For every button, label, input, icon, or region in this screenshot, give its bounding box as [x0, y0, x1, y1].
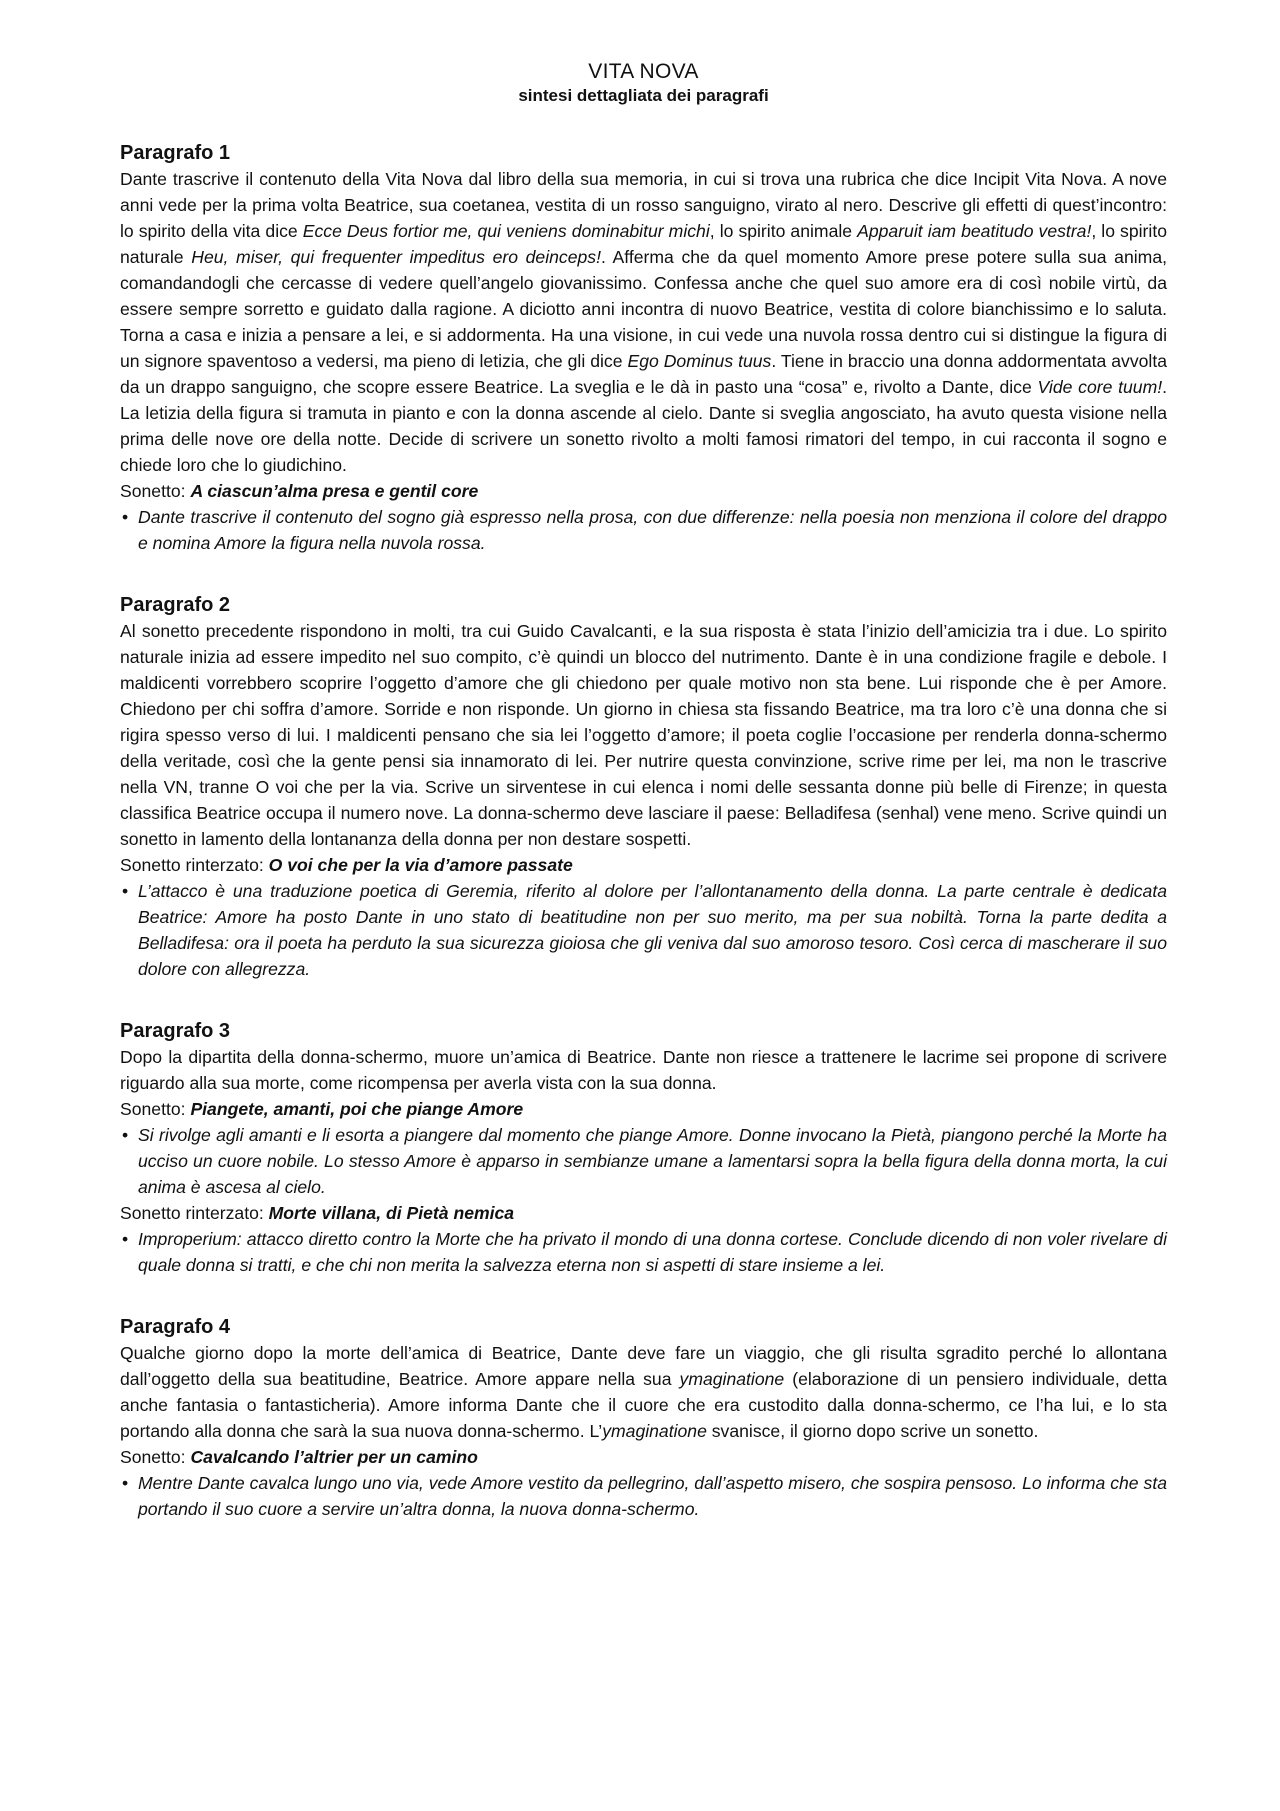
prose-text: (elaborazione di un pensiero individuale, detta anche fantasia o fantasticheria). Amore informa Dante che il cuore che era custodito dalla donna-schermo, ce l’ha lui, e lo sta portando alla donna che sarà la sua nuova donna-schermo. L’ [120, 1369, 1167, 1441]
latin-quote: Vide core tuum! [1037, 377, 1163, 397]
sonnet-summary [120, 1122, 1167, 1200]
section-paragrafo-1 [120, 142, 1167, 556]
bullet-icon: • [122, 1229, 129, 1249]
latin-quote: Ego Dominus tuus [627, 351, 772, 371]
section-prose [120, 1044, 1167, 1096]
sonnet-summary [120, 1470, 1167, 1522]
latin-quote: Heu, miser, qui frequenter impeditus ero deinceps! [191, 247, 601, 267]
section-paragrafo-2 [120, 594, 1167, 982]
section-prose [120, 166, 1167, 478]
bullet-icon: • [122, 881, 129, 901]
sonnet-line [120, 1200, 1167, 1226]
prose-text: Dante trascrive il contenuto della Vita Nova dal libro della sua memoria, in cui si trova una rubrica che dice Incipit Vita Nova. A nove anni vede per la prima volta Beatrice, sua coetanea, vestita di un rosso sanguigno, virato al nero. Descrive gli effetti di quest’incontro: lo spirito della vita dice [120, 169, 1167, 241]
sonnet-title: Piangete, amanti, poi che piange Amore [190, 1099, 524, 1119]
bullet-icon: • [122, 1473, 129, 1493]
sonnet-title: O voi che per la via d’amore passate [268, 855, 573, 875]
section-paragrafo-3 [120, 1020, 1167, 1278]
sonnet-summary [120, 504, 1167, 556]
latin-quote: Ecce Deus fortior me, qui veniens dominabitur michi [302, 221, 710, 241]
sonnet-line [120, 1096, 1167, 1122]
section-paragrafo-4 [120, 1316, 1167, 1522]
prose-text: Al sonetto precedente rispondono in molti, tra cui Guido Cavalcanti, e la sua risposta è stata l’inizio dell’amicizia tra i due. Lo spirito naturale inizia ad essere impedito nel suo compito, c’è quindi un blocco del nutrimento. Dante è in una condizione fragile e debole. I maldicenti vorrebbero scoprire l’oggetto d’amore che gli chiedono per quale motivo non sta bene. Lui risponde che è per Amore. Chiedono per chi soffra d’amore. Sorride e non risponde. Un giorno in chiesa sta fissando Beatrice, ma tra loro c’è una donna che si rigira spesso verso di lui. I maldicenti pensano che sia lei l’oggetto d’amore; il poeta coglie l’occasione per renderla donna-schermo della veritade, così che la gente pensi sia innamorato di lei. Per nutrire questa convinzione, scrive rime per lei, ma non le trascrive nella VN, tranne O voi che per la via. Scrive un sirventese in cui elenca i nomi delle sessanta donne più belle di Firenze; in questa classifica Beatrice occupa il numero nove. La donna-schermo deve lasciare il paese: Belladifesa (senhal) vene meno. Scrive quindi un sonetto in lamento della lontananza della donna per non destare sospetti. [120, 621, 1167, 849]
sonnet-label: Sonetto: [120, 1447, 191, 1467]
section-heading: Paragrafo 3 [120, 1020, 231, 1042]
sonnet-title: A ciascun’alma presa e gentil core [190, 481, 479, 501]
sonnet-title: Morte villana, di Pietà nemica [268, 1203, 515, 1223]
prose-text: , lo spirito naturale [120, 221, 1167, 267]
prose-text: Dopo la dipartita della donna-schermo, muore un’amica di Beatrice. Dante non riesce a trattenere le lacrime sei propone di scrivere riguardo alla sua morte, come ricompensa per averla vista con la sua donna. [120, 1047, 1167, 1093]
section-heading: Paragrafo 2 [120, 594, 231, 616]
sonnet-label: Sonetto: [120, 1099, 191, 1119]
sonnet-line [120, 852, 1167, 878]
sonnet-summary-text: L’attacco è una traduzione poetica di Geremia, riferito al dolore per l’allontanamento della donna. La parte centrale è dedicata Beatrice: Amore ha posto Dante in uno stato di beatitudine non per suo merito, ma per sua nobiltà. Torna la parte dedita a Belladifesa: ora il poeta ha perduto la sua sicurezza gioiosa che gli veniva dal suo amoroso tesoro. Così cerca di mascherare il suo dolore con allegrezza. [138, 881, 1167, 979]
sonnet-label: Sonetto rinterzato: [120, 855, 269, 875]
prose-text: , lo spirito animale [709, 221, 858, 241]
document-subtitle: sintesi dettagliata dei paragrafi [518, 86, 769, 105]
sonnet-summary-text: Improperium: attacco diretto contro la Morte che ha privato il mondo di una donna cortese. Conclude dicendo di non voler rivelare di quale donna si tratti, e che chi non merita la salvezza eterna non si aspetti di stare insieme a lei. [138, 1229, 1167, 1275]
section-prose [120, 1340, 1167, 1444]
latin-quote: Apparuit iam beatitudo vestra! [857, 221, 1092, 241]
prose-text: svanisce, il giorno dopo scrive un sonetto. [706, 1421, 1039, 1441]
section-prose [120, 618, 1167, 852]
prose-text: . La letizia della figura si tramuta in pianto e con la donna ascende al cielo. Dante si sveglia angosciato, ha avuto questa visione nella prima delle nove ore della notte. Decide di scrivere un sonetto rivolto a molti famosi rimatori del tempo, in cui racconta il sogno e chiede loro che lo giudichino. [120, 377, 1168, 475]
sonnet-summary [120, 878, 1167, 982]
section-heading: Paragrafo 4 [120, 1316, 231, 1338]
sonnet-summary-text: Dante trascrive il contenuto del sogno già espresso nella prosa, con due differenze: nella poesia non menziona il colore del drappo e nomina Amore la figura nella nuvola rossa. [138, 507, 1167, 553]
prose-text: . Tiene in braccio una donna addormentata avvolta da un drappo sanguigno, che scopre essere Beatrice. La sveglia e le dà in pasto una “cosa” e, rivolto a Dante, dice [120, 351, 1167, 397]
sonnet-summary-text: Si rivolge agli amanti e li esorta a piangere dal momento che piange Amore. Donne invocano la Pietà, piangono perché la Morte ha ucciso un cuore nobile. Lo stesso Amore è apparso in sembianze umane a lamentarsi sopra la bella figura della donna morta, la cui anima è ascesa al cielo. [138, 1125, 1167, 1197]
prose-text: . Afferma che da quel momento Amore prese potere sulla sua anima, comandandogli che cercasse di vedere quell’angelo giovanissimo. Confessa anche che quel suo amore era di così nobile virtù, da essere sempre sorretto e guidato dalla ragione. A diciotto anni incontra di nuovo Beatrice, vestita di colore bianchissimo e lo saluta. Torna a casa e inizia a pensare a lei, e si addormenta. Ha una visione, in cui vede una nuvola rossa dentro cui si distingue la figura di un signore spaventoso a vedersi, ma pieno di letizia, che gli dice [120, 247, 1167, 371]
sonnet-title: Cavalcando l’altrier per un camino [190, 1447, 478, 1467]
document-title: VITA NOVA [588, 60, 699, 83]
sonnet-label: Sonetto: [120, 481, 191, 501]
bullet-icon: • [122, 1125, 129, 1145]
sonnet-summary-text: Mentre Dante cavalca lungo uno via, vede Amore vestito da pellegrino, dall’aspetto misero, che sospira pensoso. Lo informa che sta portando il suo cuore a servire un’altra donna, la nuova donna-schermo. [138, 1473, 1167, 1519]
italic-term: ymaginatione [602, 1421, 707, 1441]
section-heading: Paragrafo 1 [120, 142, 231, 164]
sonnet-line [120, 478, 1167, 504]
bullet-icon: • [122, 507, 129, 527]
italic-term: ymaginatione [679, 1369, 785, 1389]
sonnet-line [120, 1444, 1167, 1470]
prose-text: Qualche giorno dopo la morte dell’amica di Beatrice, Dante deve fare un viaggio, che gli risulta sgradito perché lo allontana dall’oggetto della sua beatitudine, Beatrice. Amore appare nella sua [120, 1343, 1167, 1389]
sonnet-label: Sonetto rinterzato: [120, 1203, 269, 1223]
sonnet-summary [120, 1226, 1167, 1278]
